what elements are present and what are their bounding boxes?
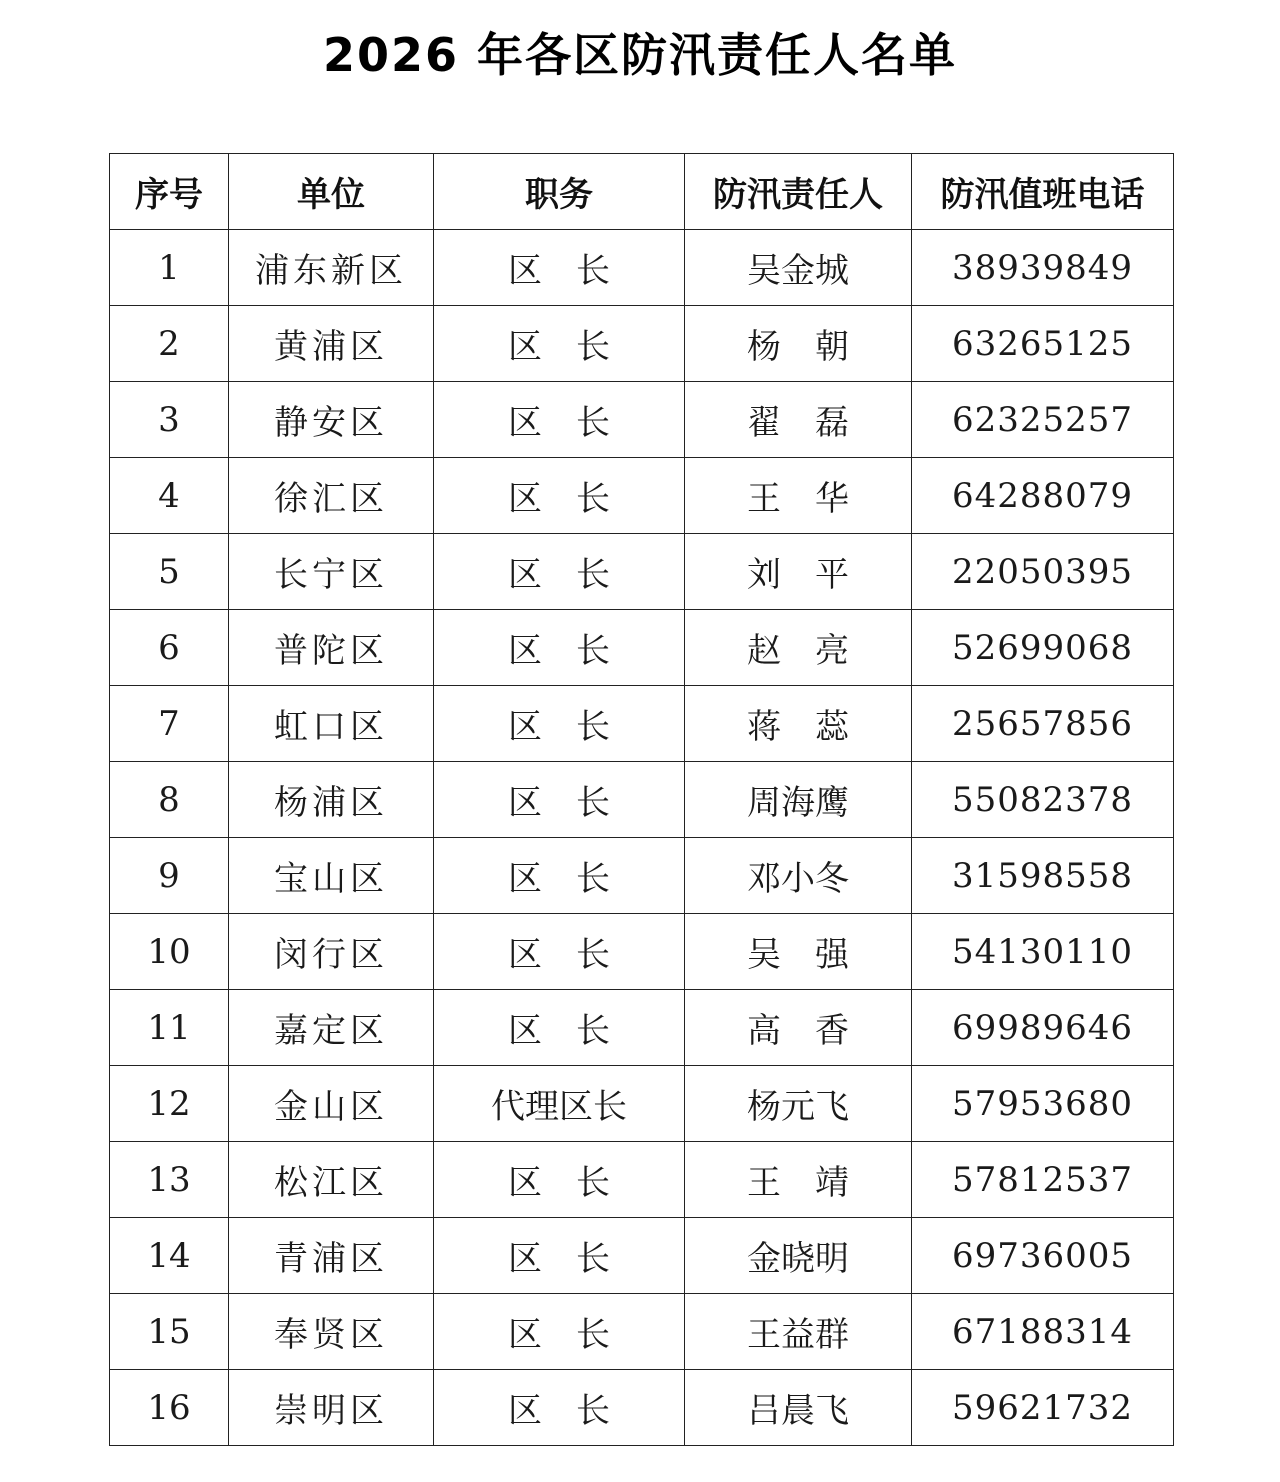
table-row <box>110 610 1174 686</box>
unit-cell: 普陀区 <box>229 610 434 686</box>
table-row <box>110 914 1174 990</box>
duty-phone-cell: 25657856 <box>912 686 1174 762</box>
serial-number-cell: 9 <box>110 838 229 914</box>
unit-cell: 崇明区 <box>229 1370 434 1446</box>
header-duty-phone: 防汛值班电话 <box>912 154 1174 230</box>
document-title: 2026 年各区防汛责任人名单 <box>322 28 958 82</box>
position-cell: 区 长 <box>434 230 685 306</box>
responsible-person-cell: 周海鹰 <box>685 762 912 838</box>
serial-number-cell: 10 <box>110 914 229 990</box>
table-row <box>110 838 1174 914</box>
unit-cell: 金山区 <box>229 1066 434 1142</box>
unit-cell: 虹口区 <box>229 686 434 762</box>
unit-cell: 奉贤区 <box>229 1294 434 1370</box>
header-unit: 单位 <box>229 154 434 230</box>
serial-number-cell: 14 <box>110 1218 229 1294</box>
unit-cell: 静安区 <box>229 382 434 458</box>
table-row <box>110 1218 1174 1294</box>
position-cell: 区 长 <box>434 610 685 686</box>
duty-phone-cell: 38939849 <box>912 230 1174 306</box>
duty-phone-cell: 63265125 <box>912 306 1174 382</box>
serial-number-cell: 11 <box>110 990 229 1066</box>
duty-phone-cell: 59621732 <box>912 1370 1174 1446</box>
position-cell: 区 长 <box>434 990 685 1066</box>
position-cell: 区 长 <box>434 1370 685 1446</box>
position-cell: 区 长 <box>434 306 685 382</box>
duty-phone-cell: 52699068 <box>912 610 1174 686</box>
serial-number-cell: 6 <box>110 610 229 686</box>
position-cell: 代理区长 <box>434 1066 685 1142</box>
duty-phone-cell: 69989646 <box>912 990 1174 1066</box>
responsible-person-cell: 吕晨飞 <box>685 1370 912 1446</box>
serial-number-cell: 8 <box>110 762 229 838</box>
header-serial-number: 序号 <box>110 154 229 230</box>
unit-cell: 闵行区 <box>229 914 434 990</box>
responsible-person-cell: 邓小冬 <box>685 838 912 914</box>
responsible-person-cell: 王 华 <box>685 458 912 534</box>
responsible-person-cell: 刘 平 <box>685 534 912 610</box>
table-row <box>110 762 1174 838</box>
serial-number-cell: 13 <box>110 1142 229 1218</box>
serial-number-cell: 5 <box>110 534 229 610</box>
table-row <box>110 458 1174 534</box>
unit-cell: 青浦区 <box>229 1218 434 1294</box>
serial-number-cell: 12 <box>110 1066 229 1142</box>
table-row <box>110 382 1174 458</box>
table-row <box>110 1142 1174 1218</box>
responsible-person-cell: 吴 强 <box>685 914 912 990</box>
serial-number-cell: 15 <box>110 1294 229 1370</box>
duty-phone-cell: 31598558 <box>912 838 1174 914</box>
duty-phone-cell: 67188314 <box>912 1294 1174 1370</box>
position-cell: 区 长 <box>434 534 685 610</box>
table-row <box>110 534 1174 610</box>
unit-cell: 黄浦区 <box>229 306 434 382</box>
responsible-person-cell: 王 靖 <box>685 1142 912 1218</box>
duty-phone-cell: 57953680 <box>912 1066 1174 1142</box>
duty-phone-cell: 54130110 <box>912 914 1174 990</box>
table-row <box>110 1294 1174 1370</box>
position-cell: 区 长 <box>434 762 685 838</box>
duty-phone-cell: 57812537 <box>912 1142 1174 1218</box>
table-row <box>110 230 1174 306</box>
table-row <box>110 686 1174 762</box>
responsible-person-cell: 王益群 <box>685 1294 912 1370</box>
position-cell: 区 长 <box>434 382 685 458</box>
serial-number-cell: 1 <box>110 230 229 306</box>
unit-cell: 徐汇区 <box>229 458 434 534</box>
position-cell: 区 长 <box>434 686 685 762</box>
responsible-person-cell: 翟 磊 <box>685 382 912 458</box>
responsible-person-cell: 高 香 <box>685 990 912 1066</box>
position-cell: 区 长 <box>434 1142 685 1218</box>
serial-number-cell: 7 <box>110 686 229 762</box>
position-cell: 区 长 <box>434 914 685 990</box>
duty-phone-cell: 55082378 <box>912 762 1174 838</box>
duty-phone-cell: 62325257 <box>912 382 1174 458</box>
duty-phone-cell: 22050395 <box>912 534 1174 610</box>
position-cell: 区 长 <box>434 458 685 534</box>
serial-number-cell: 4 <box>110 458 229 534</box>
duty-phone-cell: 69736005 <box>912 1218 1174 1294</box>
responsible-person-cell: 杨 朝 <box>685 306 912 382</box>
table-row <box>110 990 1174 1066</box>
responsible-person-cell: 赵 亮 <box>685 610 912 686</box>
position-cell: 区 长 <box>434 838 685 914</box>
table-row <box>110 1066 1174 1142</box>
position-cell: 区 长 <box>434 1294 685 1370</box>
responsible-person-cell: 杨元飞 <box>685 1066 912 1142</box>
header-position: 职务 <box>434 154 685 230</box>
position-cell: 区 长 <box>434 1218 685 1294</box>
table-body <box>110 230 1174 1446</box>
unit-cell: 浦东新区 <box>229 230 434 306</box>
header-responsible-person: 防汛责任人 <box>685 154 912 230</box>
responsible-person-cell: 金晓明 <box>685 1218 912 1294</box>
unit-cell: 杨浦区 <box>229 762 434 838</box>
unit-cell: 长宁区 <box>229 534 434 610</box>
table-header-row <box>110 154 1174 230</box>
responsible-person-cell: 蒋 蕊 <box>685 686 912 762</box>
serial-number-cell: 3 <box>110 382 229 458</box>
unit-cell: 宝山区 <box>229 838 434 914</box>
serial-number-cell: 2 <box>110 306 229 382</box>
responsible-person-cell: 吴金城 <box>685 230 912 306</box>
table-row <box>110 306 1174 382</box>
responsibility-table <box>109 153 1174 1446</box>
duty-phone-cell: 64288079 <box>912 458 1174 534</box>
serial-number-cell: 16 <box>110 1370 229 1446</box>
table-row <box>110 1370 1174 1446</box>
unit-cell: 嘉定区 <box>229 990 434 1066</box>
unit-cell: 松江区 <box>229 1142 434 1218</box>
